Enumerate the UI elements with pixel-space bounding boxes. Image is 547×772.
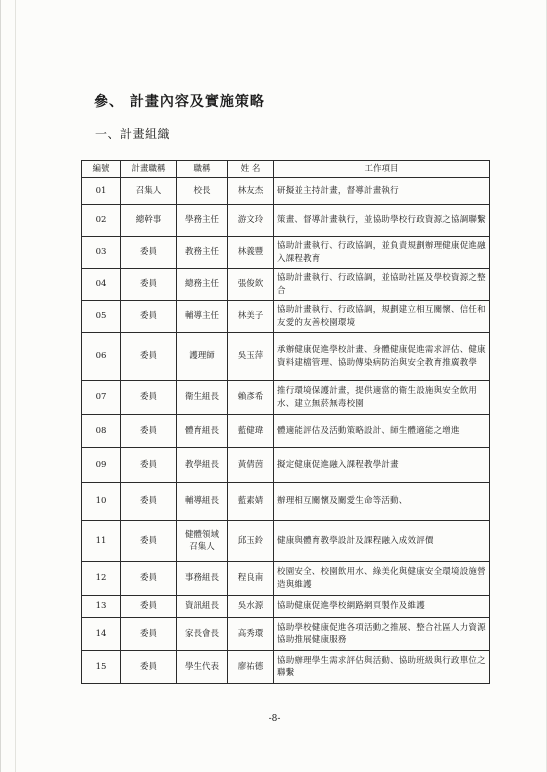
table-row (82, 618, 490, 651)
cell-number: 01 (82, 178, 121, 205)
cell-number: 08 (82, 415, 121, 448)
header-job-title: 職稱 (177, 161, 228, 178)
table-row (82, 483, 490, 521)
cell-number: 10 (82, 483, 121, 521)
cell-plan-role: 委員 (121, 521, 177, 562)
cell-plan-role: 委員 (121, 415, 177, 448)
header-name: 姓 名 (228, 161, 274, 178)
cell-name: 賴彥希 (228, 381, 274, 415)
cell-duties: 協助計畫執行、行政協調，並協助社區及學校資源之整合 (274, 269, 490, 301)
cell-duties: 策畫、督導計畫執行，並協助學校行政資源之協調聯繫 (274, 205, 490, 237)
cell-job-title: 教務主任 (177, 237, 228, 269)
section-heading: 參、 計畫內容及實施策略 (94, 94, 265, 110)
subsection-heading: 一、計畫組織 (95, 127, 171, 141)
cell-job-title: 衛生組長 (177, 381, 228, 415)
cell-name: 林美子 (228, 301, 274, 333)
table-row (82, 333, 490, 381)
cell-plan-role: 委員 (121, 618, 177, 651)
cell-plan-role: 總幹事 (121, 205, 177, 237)
cell-name: 黃倩茵 (228, 448, 274, 483)
table-row (82, 521, 490, 562)
cell-job-title: 體育組長 (177, 415, 228, 448)
table-row (82, 178, 490, 205)
cell-number: 06 (82, 333, 121, 381)
header-duties: 工作項目 (274, 161, 490, 178)
table-row (82, 415, 490, 448)
cell-duties: 擬定健康促進融入課程教學計畫 (274, 448, 490, 483)
cell-plan-role: 委員 (121, 596, 177, 618)
table-row (82, 237, 490, 269)
table-row (82, 651, 490, 684)
cell-plan-role: 委員 (121, 562, 177, 596)
cell-name: 林友杰 (228, 178, 274, 205)
cell-plan-role: 委員 (121, 381, 177, 415)
cell-plan-role: 委員 (121, 448, 177, 483)
header-number: 編號 (82, 161, 121, 178)
cell-number: 11 (82, 521, 121, 562)
cell-job-title: 總務主任 (177, 269, 228, 301)
cell-job-title: 資訊組長 (177, 596, 228, 618)
cell-name: 林義豐 (228, 237, 274, 269)
cell-duties: 研擬並主持計畫，督導計畫執行 (274, 178, 490, 205)
table-row (82, 448, 490, 483)
cell-duties: 校園安全、校園飲用水、綠美化與健康安全環境設施營造與維護 (274, 562, 490, 596)
plan-organization-table (81, 160, 490, 684)
page-binding-line (15, 0, 16, 772)
cell-job-title: 輔導主任 (177, 301, 228, 333)
cell-name: 藍素婧 (228, 483, 274, 521)
cell-number: 12 (82, 562, 121, 596)
cell-job-title: 學務主任 (177, 205, 228, 237)
cell-duties: 辦理相互關懷及關愛生命等活動、 (274, 483, 490, 521)
cell-name: 高秀環 (228, 618, 274, 651)
cell-name: 吳水源 (228, 596, 274, 618)
cell-name: 游文玲 (228, 205, 274, 237)
table-row (82, 301, 490, 333)
cell-number: 07 (82, 381, 121, 415)
cell-duties: 推行環境保護計畫，提供適當的衛生設施與安全飲用水、建立無菸無毒校園 (274, 381, 490, 415)
cell-plan-role: 召集人 (121, 178, 177, 205)
cell-duties: 協助辦理學生需求評估與活動、協助班級與行政單位之聯繫 (274, 651, 490, 684)
cell-job-title: 事務組長 (177, 562, 228, 596)
cell-job-title: 校長 (177, 178, 228, 205)
cell-job-title: 輔導組長 (177, 483, 228, 521)
cell-number: 15 (82, 651, 121, 684)
table-row (82, 381, 490, 415)
cell-number: 05 (82, 301, 121, 333)
cell-plan-role: 委員 (121, 333, 177, 381)
cell-number: 09 (82, 448, 121, 483)
cell-plan-role: 委員 (121, 651, 177, 684)
table-row (82, 596, 490, 618)
cell-duties: 體適能評估及活動策略設計、師生體適能之增進 (274, 415, 490, 448)
cell-job-title: 教學組長 (177, 448, 228, 483)
cell-duties: 健康與體育教學設計及課程融入成效評價 (274, 521, 490, 562)
table-row (82, 562, 490, 596)
cell-plan-role: 委員 (121, 483, 177, 521)
header-plan-role: 計畫職稱 (121, 161, 177, 178)
cell-job-title: 家長會長 (177, 618, 228, 651)
cell-name: 廖祐德 (228, 651, 274, 684)
cell-duties: 協助健康促進學校網路網頁製作及維護 (274, 596, 490, 618)
table-row (82, 205, 490, 237)
cell-number: 14 (82, 618, 121, 651)
cell-plan-role: 委員 (121, 301, 177, 333)
cell-name: 邱玉鈴 (228, 521, 274, 562)
cell-name: 藍健瑋 (228, 415, 274, 448)
cell-plan-role: 委員 (121, 237, 177, 269)
cell-number: 02 (82, 205, 121, 237)
cell-duties: 協助計畫執行、行政協調，並負責規劃辦理健康促進融入課程教育 (274, 237, 490, 269)
table-row (82, 269, 490, 301)
cell-plan-role: 委員 (121, 269, 177, 301)
cell-job-title: 學生代表 (177, 651, 228, 684)
cell-duties: 承辦健康促進學校計畫、身體健康促進需求評估、健康資料建檔管理、協助傳染病防治與安全教育推廣教學 (274, 333, 490, 381)
cell-job-title: 護理師 (177, 333, 228, 381)
cell-number: 13 (82, 596, 121, 618)
cell-name: 吳玉萍 (228, 333, 274, 381)
cell-duties: 協助學校健康促進各項活動之推展、整合社區人力資源協助推展健康服務 (274, 618, 490, 651)
cell-number: 03 (82, 237, 121, 269)
cell-name: 程良南 (228, 562, 274, 596)
page-number: -8- (268, 714, 281, 724)
cell-job-title: 健體領域召集人 (177, 521, 228, 562)
table-header-row (82, 161, 490, 178)
cell-duties: 協助計畫執行、行政協調，規劃建立相互關懷、信任和友愛的友善校園環境 (274, 301, 490, 333)
cell-name: 張俊欽 (228, 269, 274, 301)
cell-number: 04 (82, 269, 121, 301)
